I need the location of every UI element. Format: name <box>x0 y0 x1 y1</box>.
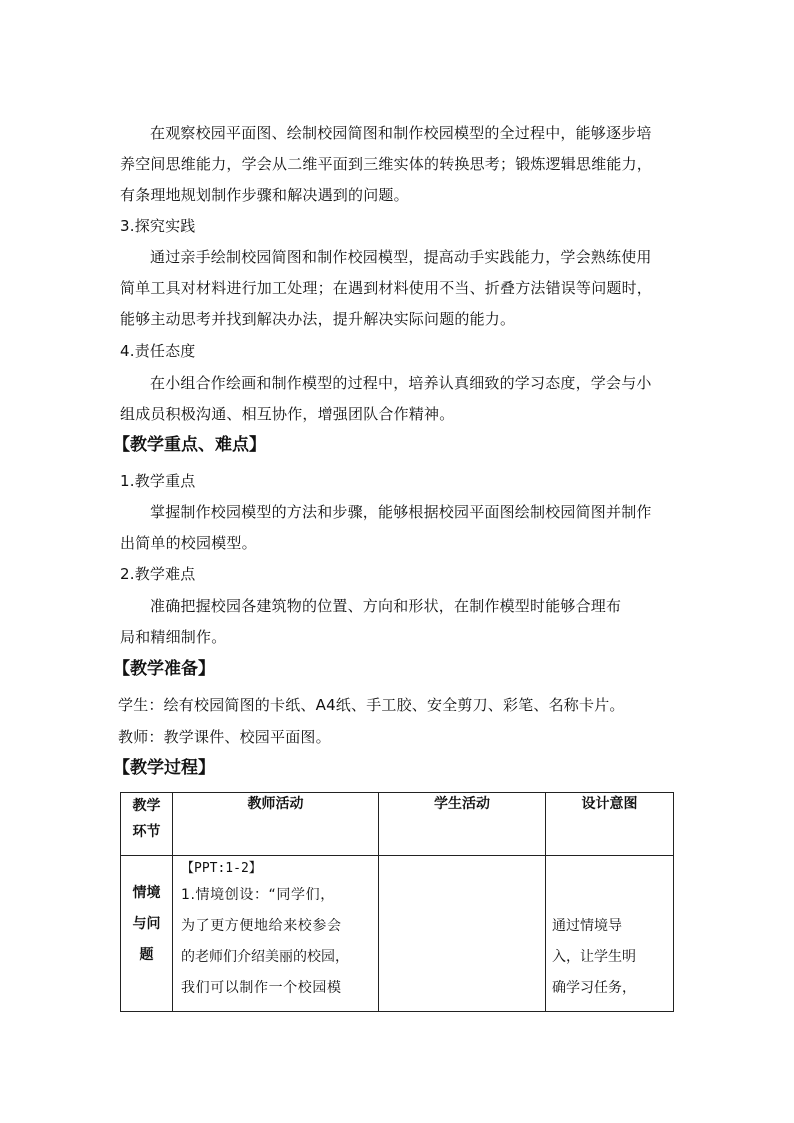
section-title-responsibility: 4.责任态度 <box>120 342 196 360</box>
ppt-reference: 【PPT:1-2】 <box>181 861 262 876</box>
paragraph-line: 养空间思维能力，学会从二维平面到三维实体的转换思考；锻炼逻辑思维能力， <box>120 155 653 173</box>
paragraph-line: 准确把握校园各建筑物的位置、方向和形状，在制作模型时能够合理布 <box>150 597 622 615</box>
paragraph-line: 在观察校园平面图、绘制校园简图和制作校园模型的全过程中，能够逐步培 <box>150 124 652 142</box>
header-stage <box>121 793 173 856</box>
table-row <box>121 856 674 1012</box>
stage-line: 与问 <box>132 916 161 932</box>
table-header-row <box>121 793 674 856</box>
teacher-activity-line: 为了更方便地给来校参会 <box>181 918 342 934</box>
paragraph-line: 掌握制作校园模型的方法和步骤，能够根据校园平面图绘制校园简图并制作 <box>150 503 652 521</box>
paragraph-line: 组成员积极沟通、相互协作，增强团队合作精神。 <box>120 405 455 423</box>
stage-line: 题 <box>139 947 154 963</box>
heading-key-points: 【教学重点、难点】 <box>113 435 266 455</box>
paragraph-line: 在小组合作绘画和制作模型的过程中，培养认真细致的学习态度，学会与小 <box>150 374 652 392</box>
design-intent-line: 通过情境导 <box>552 918 622 934</box>
paragraph-line: 局和精细制作。 <box>120 628 227 646</box>
header-stage-line: 教学 <box>132 798 161 814</box>
heading-preparation: 【教学准备】 <box>113 659 215 679</box>
paragraph-line: 有条理地规划制作步骤和解决遇到的问题。 <box>120 186 409 204</box>
header-design: 设计意图 <box>546 793 674 856</box>
paragraph-line: 简单工具对材料进行加工处理；在遇到材料使用不当、折叠方法错误等问题时， <box>120 279 653 297</box>
stage-cell <box>121 856 173 1012</box>
section-title-inquiry: 3.探究实践 <box>120 217 196 235</box>
teacher-activity-cell <box>173 856 379 1012</box>
design-intent-cell <box>546 856 674 1012</box>
process-table <box>120 792 674 1012</box>
key-point-title: 1.教学重点 <box>120 472 196 490</box>
prep-student: 学生：绘有校园简图的卡纸、A4纸、手工胶、安全剪刀、彩笔、名称卡片。 <box>118 696 625 714</box>
student-activity-cell <box>379 856 546 1012</box>
design-intent-line: 入，让学生明 <box>552 949 636 965</box>
paragraph-line: 能够主动思考并找到解决办法，提升解决实际问题的能力。 <box>120 310 516 328</box>
paragraph-line: 通过亲手绘制校园简图和制作校园模型，提高动手实践能力，学会熟练使用 <box>150 248 652 266</box>
teacher-activity-line: 的老师们介绍美丽的校园， <box>181 949 349 965</box>
difficulty-title: 2.教学难点 <box>120 565 196 583</box>
teacher-activity-line: 1.情境创设：“同学们， <box>181 887 335 903</box>
prep-teacher: 教师：教学课件、校园平面图。 <box>118 728 331 746</box>
header-stage-line: 环节 <box>132 824 161 840</box>
design-intent-line: 确学习任务， <box>552 980 636 996</box>
header-teacher: 教师活动 <box>173 793 379 856</box>
header-student: 学生活动 <box>379 793 546 856</box>
paragraph-line: 出简单的校园模型。 <box>120 534 257 552</box>
teacher-activity-line: 我们可以制作一个校园模 <box>181 980 342 996</box>
stage-line: 情境 <box>132 885 161 901</box>
heading-process: 【教学过程】 <box>113 758 215 778</box>
